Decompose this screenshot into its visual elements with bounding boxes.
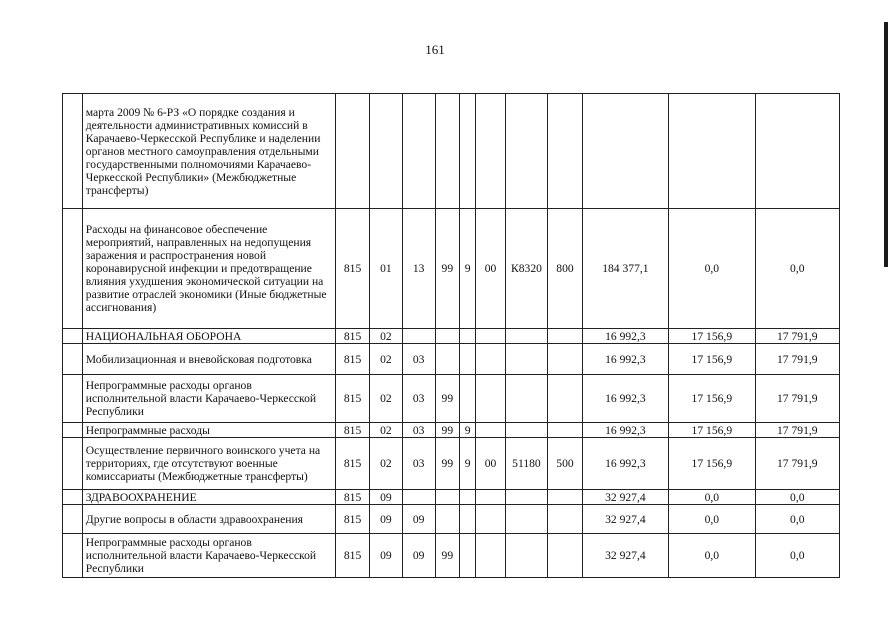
target-article-direction-cell (505, 329, 548, 344)
subsection-code-cell: 03 (402, 423, 435, 438)
section-code-cell: 09 (370, 505, 402, 534)
amount-year2-cell: 0,0 (669, 505, 755, 534)
subsection-code-cell: 09 (402, 505, 435, 534)
target-article-program-cell (435, 344, 459, 375)
row-index-cell (63, 209, 83, 329)
target-article-subprogram-cell (459, 329, 476, 344)
ved-code-cell: 815 (335, 505, 369, 534)
target-article-direction-cell: К8320 (505, 209, 548, 329)
subsection-code-cell: 09 (402, 534, 435, 578)
amount-year1-cell: 16 992,3 (582, 344, 668, 375)
target-article-subprogram-cell (459, 344, 476, 375)
amount-year2-cell: 0,0 (669, 209, 755, 329)
target-article-event-cell (476, 505, 505, 534)
section-code-cell: 09 (370, 534, 402, 578)
target-article-event-cell (476, 534, 505, 578)
target-article-subprogram-cell: 9 (459, 438, 476, 490)
target-article-program-cell (435, 505, 459, 534)
ved-code-cell: 815 (335, 438, 369, 490)
amount-year2-cell: 0,0 (669, 490, 755, 505)
expense-type-cell (548, 375, 582, 423)
table-row (63, 375, 840, 423)
section-code-cell: 01 (370, 209, 402, 329)
table-row (63, 209, 840, 329)
table-row (63, 438, 840, 490)
section-code-cell: 02 (370, 423, 402, 438)
amount-year3-cell: 0,0 (755, 534, 839, 578)
expense-name-cell: ЗДРАВООХРАНЕНИЕ (82, 490, 335, 505)
table-row (63, 329, 840, 344)
amount-year1-cell (582, 94, 668, 209)
target-article-subprogram-cell (459, 490, 476, 505)
row-index-cell (63, 344, 83, 375)
amount-year1-cell: 16 992,3 (582, 375, 668, 423)
target-article-program-cell: 99 (435, 209, 459, 329)
row-index-cell (63, 438, 83, 490)
row-index-cell (63, 490, 83, 505)
target-article-program-cell: 99 (435, 423, 459, 438)
ved-code-cell: 815 (335, 329, 369, 344)
target-article-subprogram-cell (459, 505, 476, 534)
amount-year1-cell: 184 377,1 (582, 209, 668, 329)
target-article-direction-cell (505, 94, 548, 209)
amount-year3-cell (755, 94, 839, 209)
amount-year1-cell: 32 927,4 (582, 490, 668, 505)
amount-year3-cell: 0,0 (755, 505, 839, 534)
target-article-event-cell: 00 (476, 209, 505, 329)
expense-type-cell (548, 505, 582, 534)
amount-year3-cell: 17 791,9 (755, 375, 839, 423)
page-number: 161 (425, 42, 445, 57)
ved-code-cell (335, 94, 369, 209)
amount-year3-cell: 17 791,9 (755, 329, 839, 344)
expense-name-cell: Расходы на финансовое обеспечение мероприятий, направленных на недопущения заражения и распространения новой коронавирусной инфекции и предотвращение влияния ухудшения экономической ситуации на развитие отраслей экономики (Иные бюджетные ассигнования) (82, 209, 335, 329)
expense-type-cell (548, 490, 582, 505)
target-article-subprogram-cell (459, 375, 476, 423)
table-row (63, 505, 840, 534)
row-index-cell (63, 505, 83, 534)
row-index-cell (63, 534, 83, 578)
target-article-subprogram-cell: 9 (459, 423, 476, 438)
scan-edge-mark (884, 22, 888, 267)
table-row (63, 534, 840, 578)
amount-year1-cell: 16 992,3 (582, 438, 668, 490)
amount-year2-cell: 17 156,9 (669, 329, 755, 344)
target-article-subprogram-cell: 9 (459, 209, 476, 329)
expense-name-cell: Другие вопросы в области здравоохранения (82, 505, 335, 534)
target-article-program-cell: 99 (435, 534, 459, 578)
table-row (63, 490, 840, 505)
target-article-subprogram-cell (459, 94, 476, 209)
expense-type-cell: 800 (548, 209, 582, 329)
target-article-event-cell (476, 344, 505, 375)
section-code-cell: 02 (370, 375, 402, 423)
amount-year3-cell: 17 791,9 (755, 438, 839, 490)
target-article-event-cell (476, 423, 505, 438)
amount-year2-cell: 17 156,9 (669, 375, 755, 423)
ved-code-cell: 815 (335, 490, 369, 505)
expense-name-cell: Мобилизационная и вневойсковая подготовка (82, 344, 335, 375)
expense-type-cell (548, 423, 582, 438)
subsection-code-cell (402, 329, 435, 344)
target-article-event-cell: 00 (476, 438, 505, 490)
subsection-code-cell (402, 94, 435, 209)
section-code-cell: 09 (370, 490, 402, 505)
expense-name-cell: Непрограммные расходы (82, 423, 335, 438)
table-row (63, 344, 840, 375)
row-index-cell (63, 329, 83, 344)
target-article-event-cell (476, 490, 505, 505)
target-article-program-cell (435, 94, 459, 209)
amount-year2-cell: 17 156,9 (669, 438, 755, 490)
subsection-code-cell: 03 (402, 344, 435, 375)
target-article-event-cell (476, 329, 505, 344)
ved-code-cell: 815 (335, 209, 369, 329)
target-article-direction-cell (505, 505, 548, 534)
expense-type-cell: 500 (548, 438, 582, 490)
target-article-direction-cell (505, 423, 548, 438)
section-code-cell: 02 (370, 329, 402, 344)
expense-name-cell: НАЦИОНАЛЬНАЯ ОБОРОНА (82, 329, 335, 344)
expense-type-cell (548, 534, 582, 578)
subsection-code-cell: 03 (402, 375, 435, 423)
target-article-event-cell (476, 94, 505, 209)
subsection-code-cell: 13 (402, 209, 435, 329)
amount-year2-cell: 17 156,9 (669, 423, 755, 438)
target-article-subprogram-cell (459, 534, 476, 578)
ved-code-cell: 815 (335, 423, 369, 438)
amount-year3-cell: 0,0 (755, 490, 839, 505)
amount-year2-cell: 17 156,9 (669, 344, 755, 375)
expense-type-cell (548, 329, 582, 344)
amount-year1-cell: 16 992,3 (582, 423, 668, 438)
row-index-cell (63, 375, 83, 423)
expense-type-cell (548, 344, 582, 375)
expense-name-cell: марта 2009 № 6-РЗ «О порядке создания и деятельности административных комиссий в Карачаево-Черкесской Республике и наделении органов местного самоуправления отдельными государственными полномочиями Карачаево-Черкесской Республики» (Межбюджетные трансферты) (82, 94, 335, 209)
amount-year3-cell: 17 791,9 (755, 423, 839, 438)
ved-code-cell: 815 (335, 534, 369, 578)
target-article-direction-cell (505, 344, 548, 375)
expense-type-cell (548, 94, 582, 209)
expense-name-cell: Осуществление первичного воинского учета на территориях, где отсутствуют военные комиссариаты (Межбюджетные трансферты) (82, 438, 335, 490)
target-article-program-cell: 99 (435, 438, 459, 490)
target-article-direction-cell (505, 375, 548, 423)
row-index-cell (63, 94, 83, 209)
target-article-event-cell (476, 375, 505, 423)
table-row (63, 423, 840, 438)
table-row (63, 94, 840, 209)
amount-year1-cell: 32 927,4 (582, 534, 668, 578)
ved-code-cell: 815 (335, 344, 369, 375)
target-article-direction-cell: 51180 (505, 438, 548, 490)
target-article-program-cell (435, 490, 459, 505)
amount-year1-cell: 32 927,4 (582, 505, 668, 534)
amount-year2-cell (669, 94, 755, 209)
amount-year1-cell: 16 992,3 (582, 329, 668, 344)
target-article-program-cell: 99 (435, 375, 459, 423)
budget-table (62, 93, 840, 578)
ved-code-cell: 815 (335, 375, 369, 423)
section-code-cell: 02 (370, 344, 402, 375)
row-index-cell (63, 423, 83, 438)
section-code-cell (370, 94, 402, 209)
expense-name-cell: Непрограммные расходы органов исполнительной власти Карачаево-Черкесской Республики (82, 534, 335, 578)
target-article-direction-cell (505, 534, 548, 578)
amount-year2-cell: 0,0 (669, 534, 755, 578)
amount-year3-cell: 0,0 (755, 209, 839, 329)
target-article-direction-cell (505, 490, 548, 505)
target-article-program-cell (435, 329, 459, 344)
subsection-code-cell: 03 (402, 438, 435, 490)
subsection-code-cell (402, 490, 435, 505)
section-code-cell: 02 (370, 438, 402, 490)
expense-name-cell: Непрограммные расходы органов исполнительной власти Карачаево-Черкесской Республики (82, 375, 335, 423)
amount-year3-cell: 17 791,9 (755, 344, 839, 375)
